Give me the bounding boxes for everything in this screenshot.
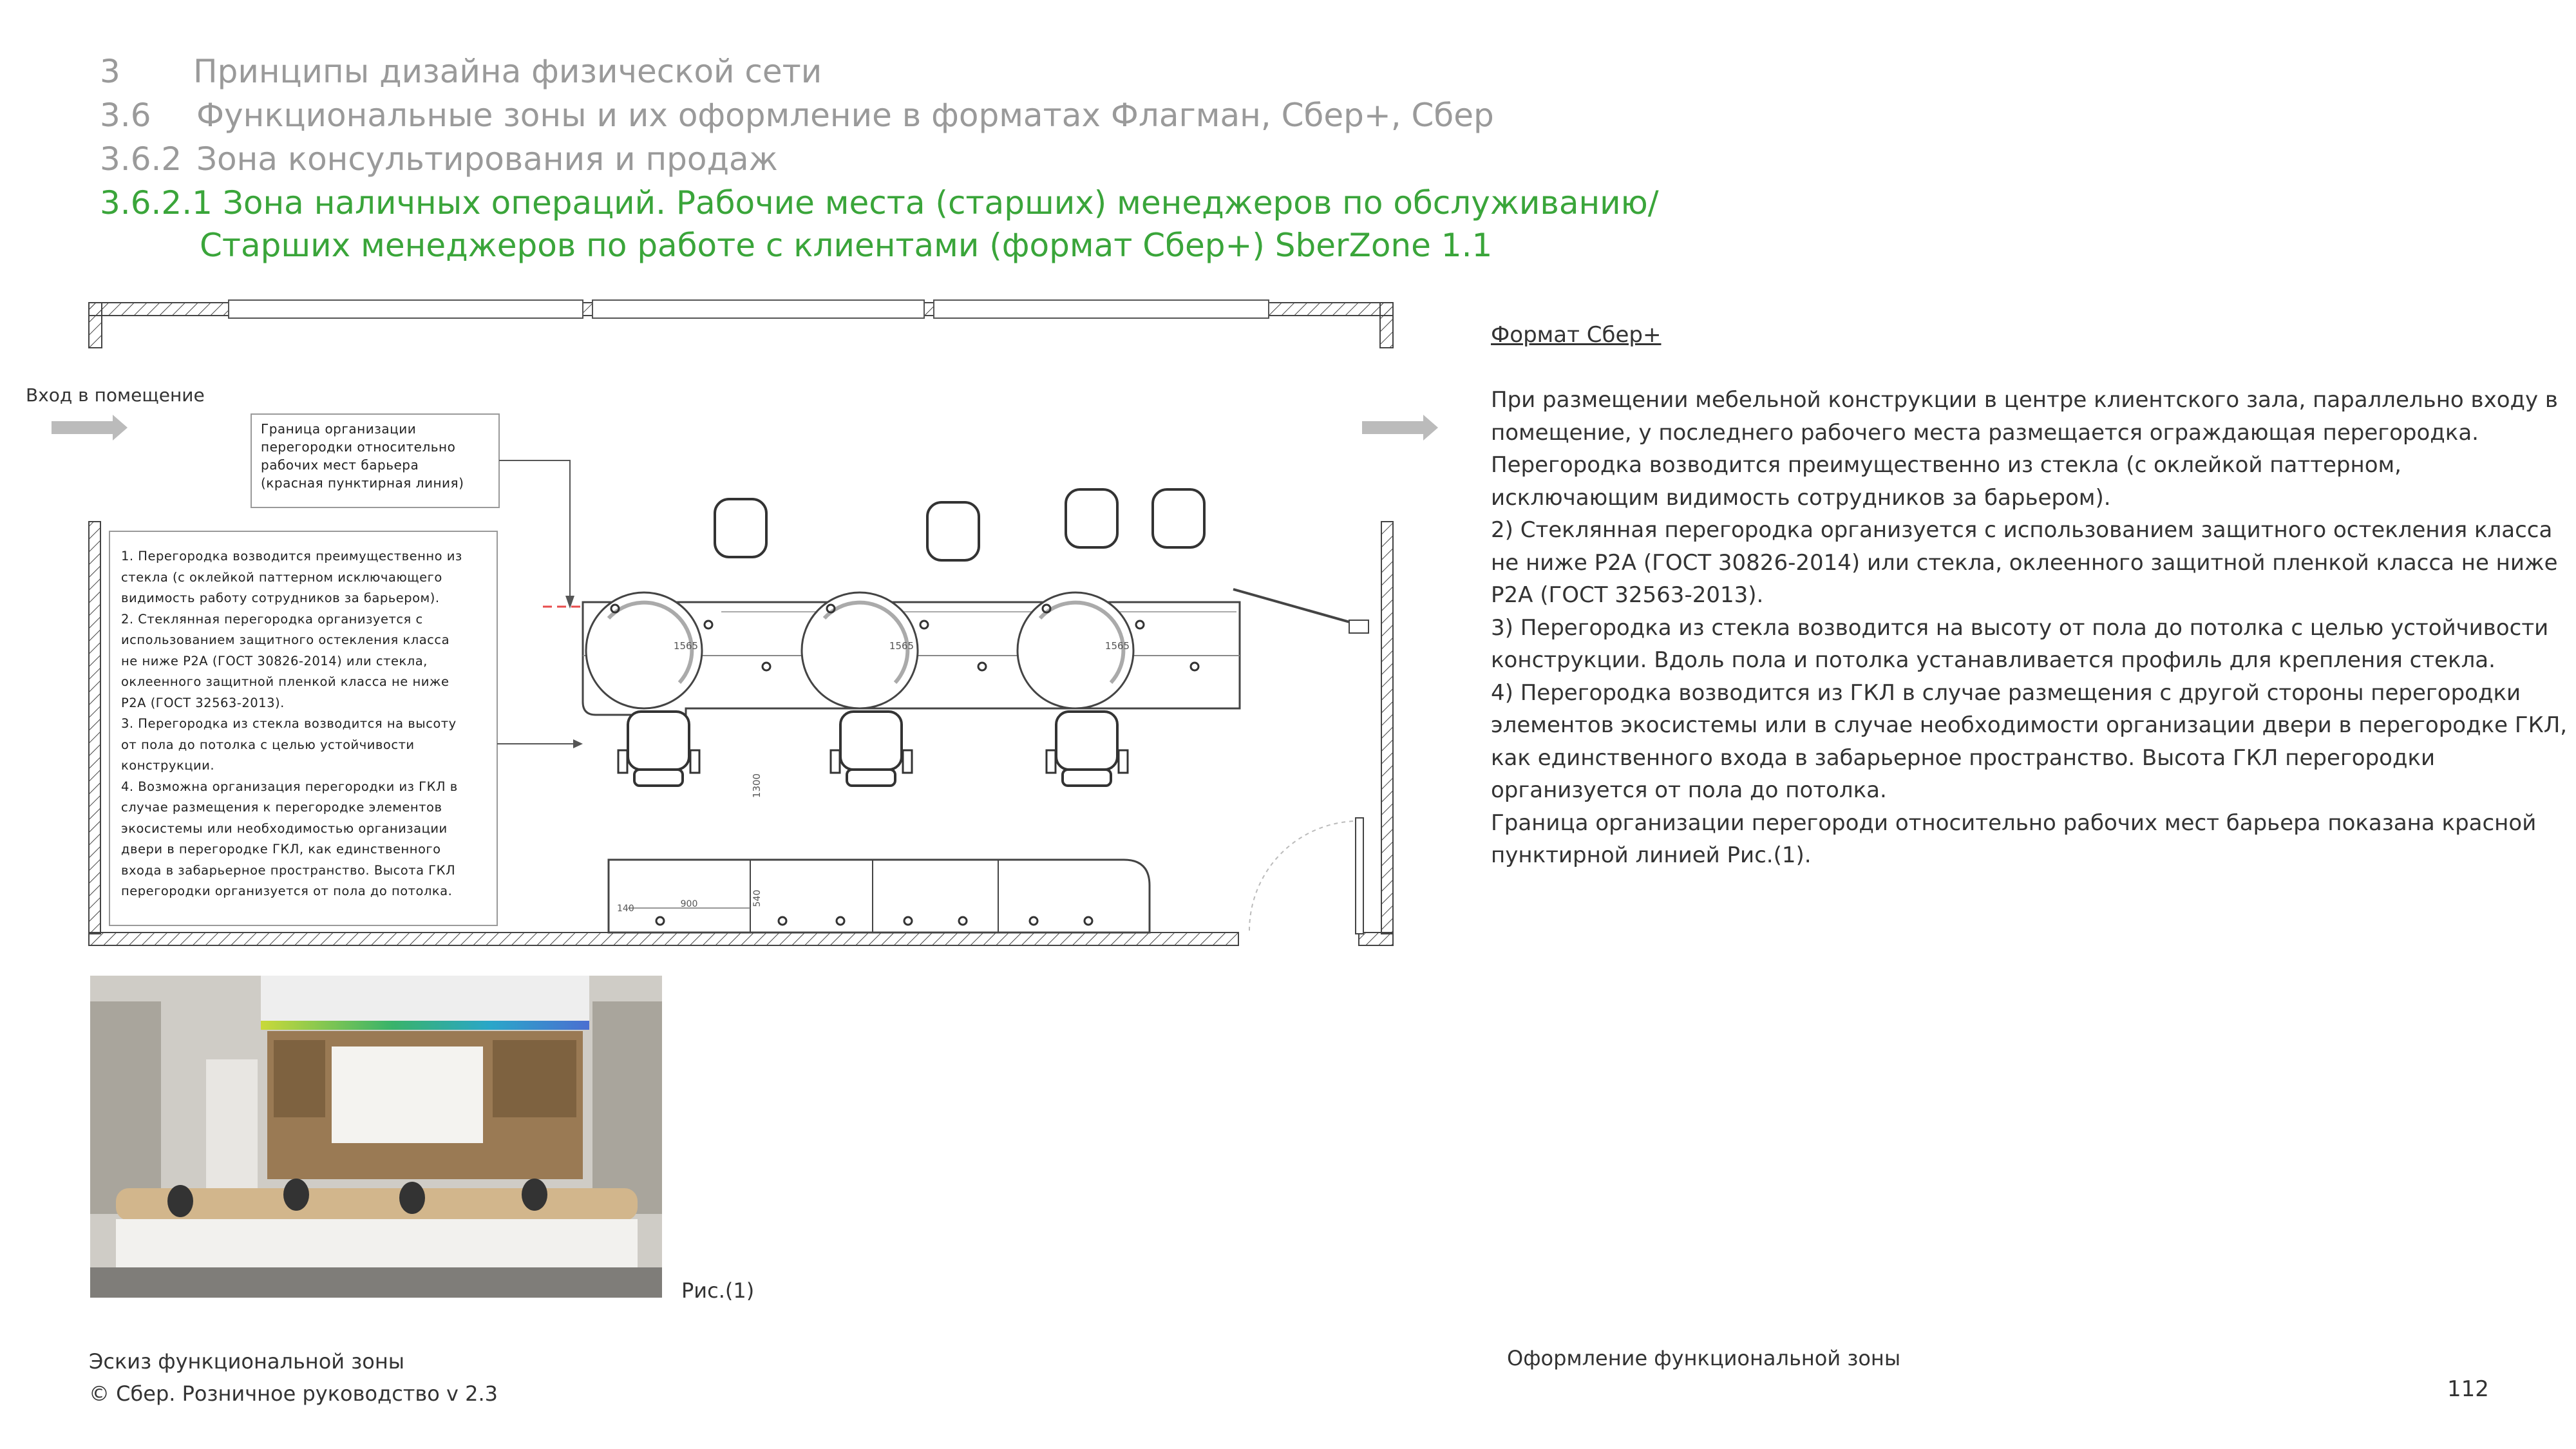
paragraph: 3) Перегородка из стекла возводится на высоту от пола до потолка с целью устойчивости конструкции. Вдоль пола и потолка устанавливается профиль для крепления стекла.: [1491, 614, 2549, 673]
paragraph: 2) Стеклянная перегородка организуется с использованием защитного остекления класса не ниже Р2А (ГОСТ 30826-2014) или стекла, оклеенного защитной пленкой класса не ниже Р2А (ГОСТ 32563-2013).: [1491, 517, 2558, 608]
breadcrumb-level-3: [100, 140, 778, 178]
format-title: Формат Сбер+: [1491, 322, 1662, 348]
section-title: Принципы дизайна физической сети: [193, 53, 822, 90]
design-label: Оформление функциональной зоны: [1507, 1346, 1901, 1370]
section-number: 3.6.2: [100, 140, 182, 178]
entrance-arrow-icon: [52, 415, 128, 440]
section-title: Функциональные зоны и их оформление в форматах Флагман, Сбер+, Сбер: [196, 97, 1494, 134]
top-wall: [89, 300, 1393, 348]
section-title: Зона консультирования и продаж: [196, 140, 778, 178]
back-cabinet: [609, 860, 1150, 933]
paragraph: При размещении мебельной конструкции в центре клиентского зала, параллельно входу в помещение, у последнего рабочего места размещается ограждающая перегородка. Перегородка возводится преимущественно из стекла (с оклейкой паттерном, исключающим видимость сотрудников за барьером).: [1491, 387, 2558, 511]
bottom-wall: [89, 933, 1238, 945]
entrance-label: Вход в помещение: [26, 384, 205, 406]
paragraph: 4) Перегородка возводится из ГКЛ в случае размещения с другой стороны перегородки элементов экосистемы или в случае необходимости организации двери в перегородке ГКЛ, как единственного входа в забарьерное пространство. Высота ГКЛ перегородки организуется от пола до потолка.: [1491, 679, 2568, 803]
page-number: 112: [2447, 1376, 2489, 1402]
dimension-label: 1565: [889, 640, 914, 652]
client-chair-icon: [715, 489, 1204, 560]
photo-caption: Рис.(1): [681, 1278, 755, 1303]
chair-icon: [1046, 712, 1128, 786]
dimension-label: 1565: [1104, 640, 1130, 652]
section-number: 3: [100, 53, 120, 90]
section-number: 3.6: [100, 97, 151, 134]
partition-notes: 1. Перегородка возводится преимущественно из стекла (с оклейкой паттерном исключающего видимость работу сотрудников за барьером). 2. Стеклянная перегородка организуется с использованием защитного остекления класса не ниже Р2А (ГОСТ 30826-2014) или стекла, оклеенного защитной пленкой класса не ниже Р2А (ГОСТ 32563-2013). 3. Перегородка из стекла возводится на высоту от пола до потолка с целью устойчивости конструкции. 4. Возможна организация перегородки из ГКЛ в случае размещения к перегородке элементов экосистемы или необходимостью организации двери в перегородке ГКЛ, как единственного входа в забарьерное пространство. Высота ГКЛ перегородки организуется от пола до потолка.: [121, 549, 462, 898]
dimension-label: 900: [680, 899, 698, 909]
chair-icon: [618, 712, 699, 786]
chair-icon: [831, 712, 912, 786]
format-description: [1491, 384, 2573, 872]
copyright: © Сбер. Розничное руководство v 2.3: [89, 1381, 498, 1406]
page-subtitle: Старших менеджеров по работе с клиентами (формат Сбер+) SberZone 1.1: [200, 227, 1493, 264]
left-wall: [89, 522, 100, 934]
boundary-note: Граница организации перегородки относительно рабочих мест барьера (красная пунктирная линия): [261, 421, 464, 491]
dimension-label: 1565: [673, 640, 699, 652]
zone-photo: [90, 976, 662, 1298]
exit-arrow-icon: [1362, 415, 1438, 440]
page-title: 3.6.2.1 Зона наличных операций. Рабочие места (старших) менеджеров по обслуживанию/: [100, 184, 1659, 222]
paragraph: Граница организации перегороди относительно рабочих мест барьера показана красной пунктирной линией Рис.(1).: [1491, 810, 2537, 868]
sketch-label: Эскиз функциональной зоны: [89, 1349, 405, 1374]
breadcrumb-level-2: [100, 97, 1494, 134]
door-icon: [1233, 589, 1368, 934]
right-wall: [1381, 522, 1393, 934]
dimension-label: 1300: [751, 773, 762, 799]
dimension-label: 140: [617, 904, 634, 914]
breadcrumb-level-1: [100, 55, 822, 88]
zone-photo-illustration: [90, 976, 662, 1298]
dimension-label: 540: [752, 889, 762, 907]
